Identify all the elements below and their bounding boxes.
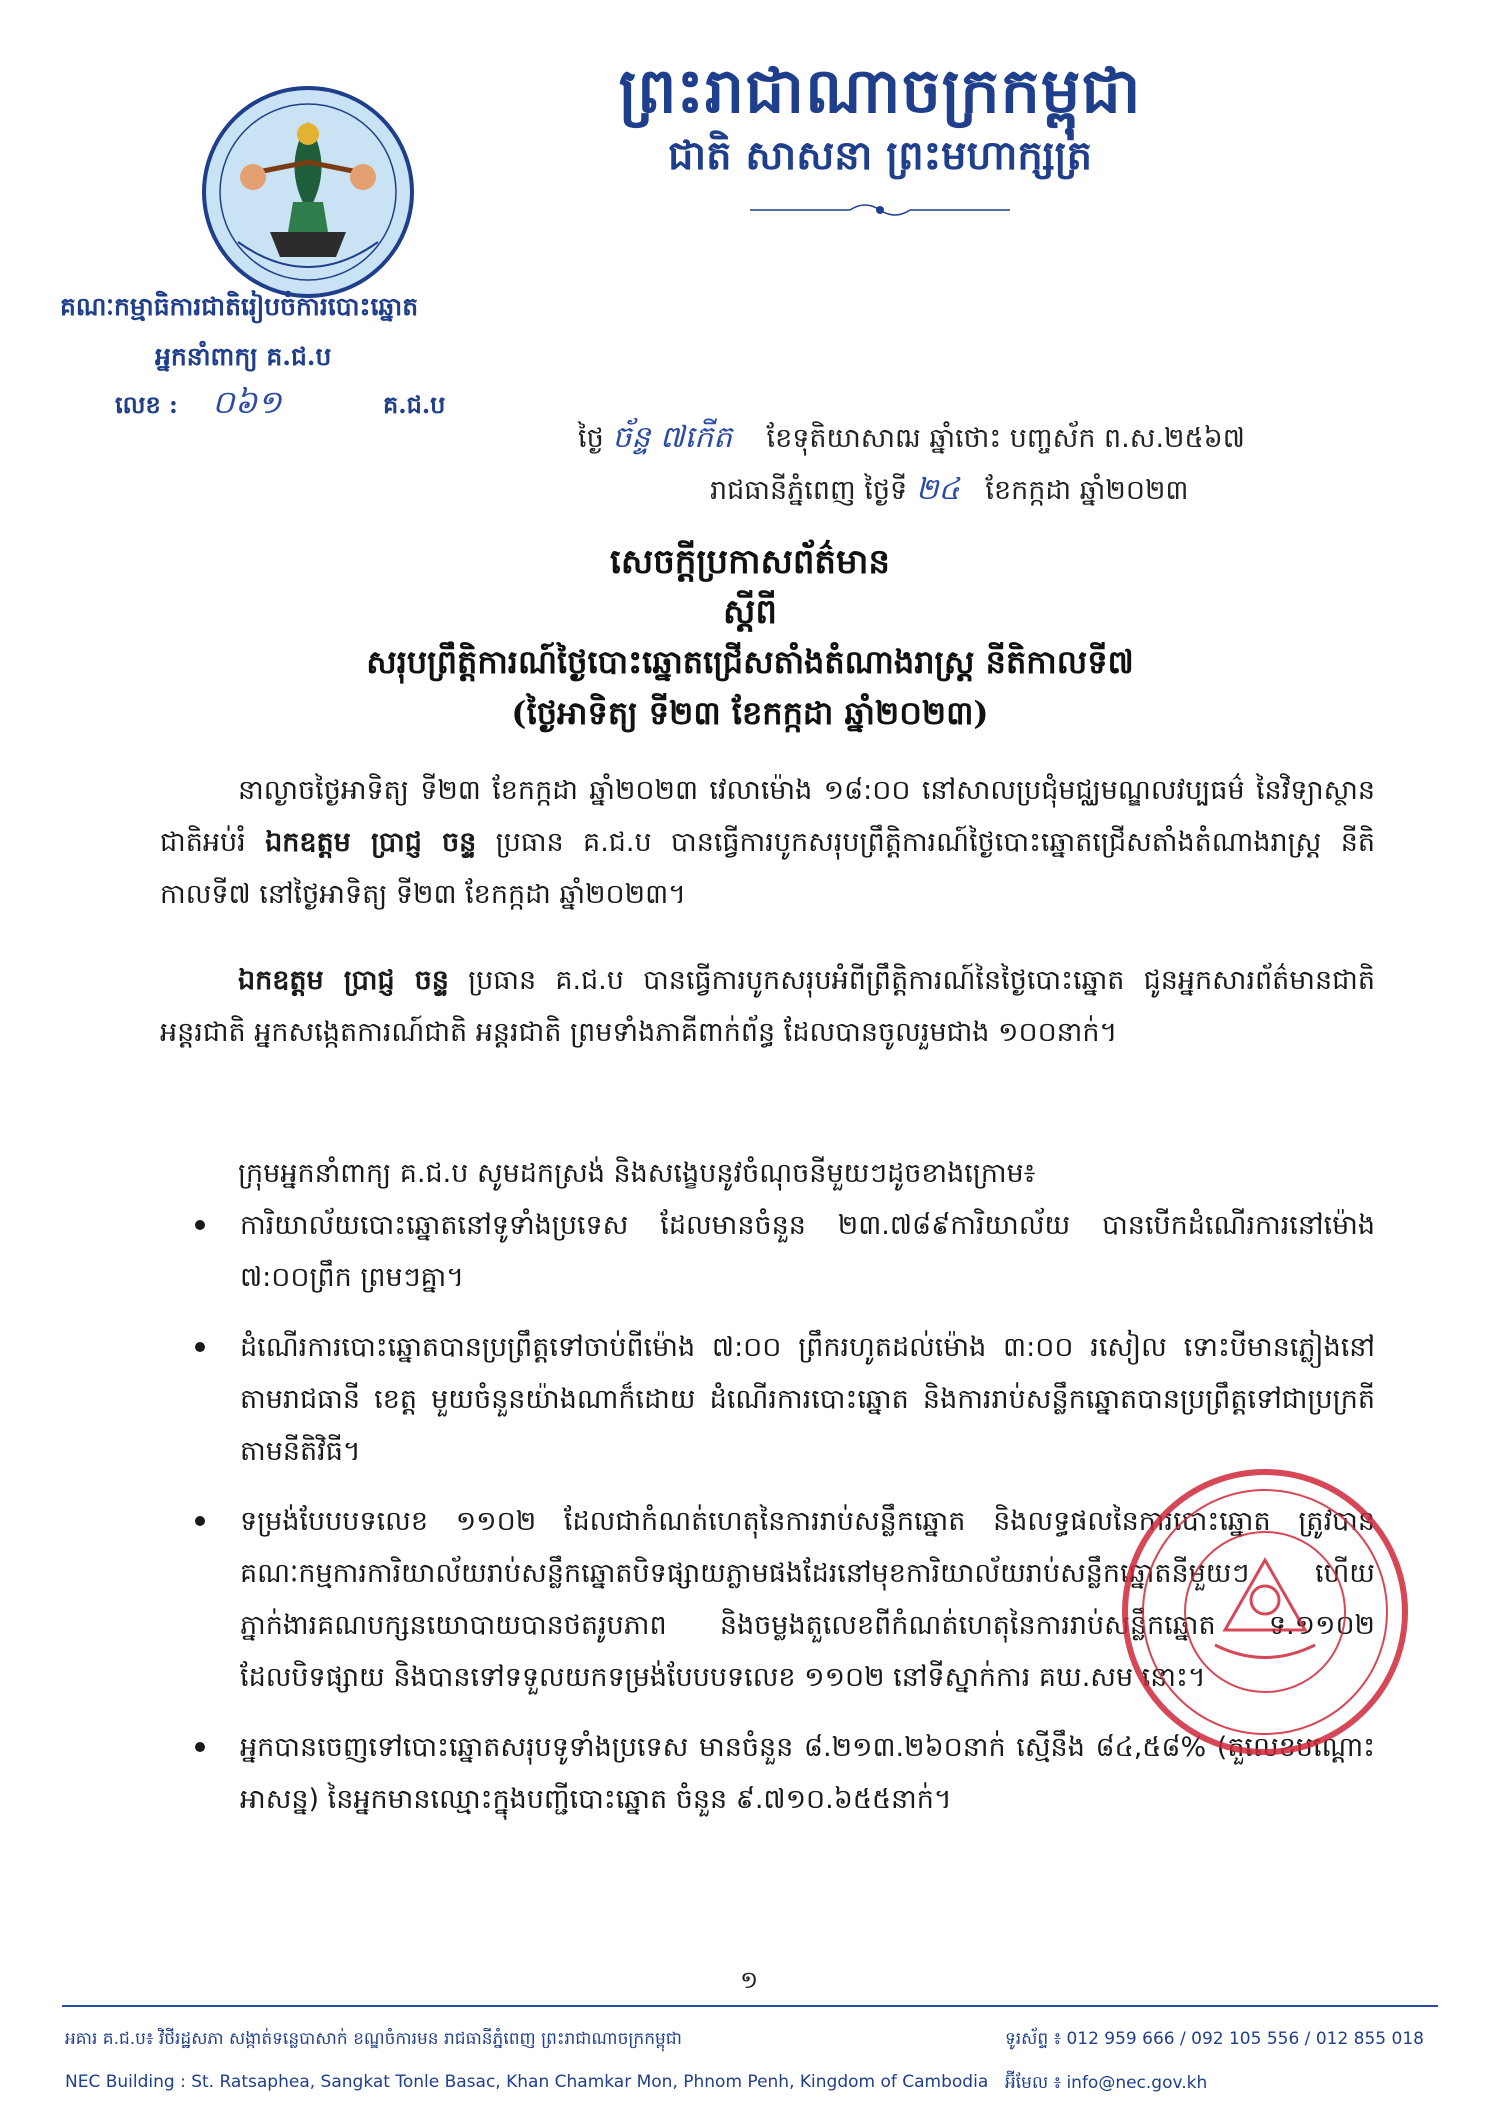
solar-date-handwritten: ២៤ bbox=[915, 472, 960, 507]
divider-ornament bbox=[750, 200, 1010, 220]
paragraph-2-text: ប្រធាន គ.ជ.ប បានធ្វើការបូកសរុបអំពីព្រឹត្តិការណ៍នៃថ្ងៃបោះឆ្នោត ជូនអ្នកសារព័ត៌មានជាតិ អន្តរជាតិ អ្នកសង្កេតការណ៍ជាតិ អន្តរជាតិ ព្រមទាំងភាគីពាក់ព័ន្ធ ដែលបានចូលរួមជាង ១០០នាក់។ bbox=[160, 965, 1375, 1048]
solar-date-prefix: រាជធានីភ្នំពេញ ថ្ងៃទី bbox=[710, 475, 908, 506]
reference-suffix: គ.ជ.ប bbox=[383, 390, 446, 419]
document-subject: សរុបព្រឹត្តិការណ៍ថ្ងៃបោះឆ្នោតជ្រើសតាំងតំណាងរាស្រ្ត នីតិកាលទី៧ bbox=[366, 643, 1134, 681]
lunar-date-prefix: ថ្ងៃ bbox=[578, 423, 604, 454]
paragraph-1-text: នាល្ងាចថ្ងៃអាទិត្យ ទី២៣ ខែកក្កដា ឆ្នាំ២០២៣ វេលាម៉ោង ១៨:០០ នៅសាលប្រជុំមជ្ឈមណ្ឌលវប្បធម៌ នៃវិទ្យាស្ថានជាតិអប់រំ bbox=[160, 775, 1375, 858]
kingdom-title: ព្រះរាជាណាចក្រកម្ពុជា bbox=[618, 54, 1142, 127]
footer-divider bbox=[62, 2005, 1438, 2007]
footer-address-en: NEC Building : St. Ratsaphea, Sangkat Tonle Basac, Khan Chamkar Mon, Phnom Penh, Kingdom of Cambodia bbox=[65, 2072, 989, 2092]
list-item-text: ដំណើរការបោះឆ្នោតបានប្រព្រឹត្តទៅចាប់ពីម៉ោង ៧:០០ ព្រឹករហូតដល់ម៉ោង ៣:០០ រសៀល ទោះបីមានភ្លៀងនៅតាមរាជធានី ខេត្ត មួយចំនួនយ៉ាងណាក៏ដោយ ដំណើរការបោះឆ្នោត និងការរាប់សន្លឹកឆ្នោតបានប្រព្រឹត្តទៅជាប្រក្រតីតាមនីតិវិធី។ bbox=[240, 1332, 1375, 1467]
footer-email: អ៊ីមែល ៖ info@nec.gov.kh bbox=[1005, 2073, 1208, 2093]
list-item bbox=[240, 1200, 1375, 1304]
list-item-text: អ្នកបានចេញទៅបោះឆ្នោតសរុបទូទាំងប្រទេស មានចំនួន ៨.២១៣.២៦០នាក់ ស្មើនឹង ៨៤,៥៨% (តួលេខបណ្តោះអាសន្ន) នៃអ្នកមានឈ្មោះក្នុងបញ្ជីបោះឆ្នោត ចំនួន ៩.៧១០.៦៥៥នាក់។ bbox=[240, 1732, 1375, 1815]
org-name: គណៈកម្មាធិការជាតិរៀបចំការបោះឆ្នោត bbox=[60, 292, 419, 321]
page-number: ១ bbox=[740, 1966, 759, 1994]
paragraph-1-text-cont: ប្រធាន គ.ជ.ប បានធ្វើការបូកសរុបព្រឹត្តិការណ៍ថ្ងៃបោះឆ្នោតជ្រើសតាំងតំណាងរាស្រ្ត នីតិកាលទី៧ នៅថ្ងៃអាទិត្យ ទី២៣ ខែកក្កដា ឆ្នាំ២០២៣។ bbox=[160, 827, 1375, 910]
solar-date-rest: ខែកក្កដា ឆ្នាំ២០២៣ bbox=[985, 475, 1189, 506]
paragraph-2-name: ឯកឧត្តម ប្រាជ្ញ ចន្ទ bbox=[238, 965, 449, 996]
paragraph-2 bbox=[160, 955, 1375, 1059]
bullet-icon bbox=[195, 1516, 205, 1526]
list-item bbox=[240, 1322, 1375, 1478]
bullet-icon bbox=[195, 1220, 205, 1230]
bullet-icon bbox=[195, 1342, 205, 1352]
paragraph-1-name: ឯកឧត្តម ប្រាជ្ញ ចន្ទ bbox=[265, 827, 477, 858]
official-seal bbox=[1115, 1460, 1415, 1765]
bullet-icon bbox=[195, 1742, 205, 1752]
document-type: សេចក្តីប្រកាសព័ត៌មាន bbox=[610, 542, 890, 582]
document-about: ស្តីពី bbox=[723, 592, 777, 632]
lunar-date-handwritten: ច័ន្ទ ៧កើត bbox=[612, 420, 733, 455]
document-subject-date: (ថ្ងៃអាទិត្យ ទី២៣ ខែកក្កដា ឆ្នាំ២០២៣) bbox=[511, 694, 989, 732]
footer-address-km: អគារ គ.ជ.ប៖ វិថីរដ្ឋសភា សង្កាត់ទន្លេបាសាក់ ខណ្ឌចំការមន រាជធានីភ្នំពេញ ព្រះរាជាណាចក្រកម្ពុជា bbox=[65, 2029, 682, 2049]
nec-logo bbox=[198, 82, 418, 302]
org-unit: អ្នកនាំពាក្យ គ.ជ.ប bbox=[155, 342, 332, 371]
kingdom-motto: ជាតិ សាសនា ព្រះមហាក្សត្រ bbox=[668, 132, 1092, 179]
list-item-text: ទម្រង់បែបបទលេខ ១១០២ ដែលជាកំណត់ហេតុនៃការរាប់សន្លឹកឆ្នោត និងលទ្ធផលនៃការបោះឆ្នោត ត្រូវបានគណៈកម្មការការិយាល័យរាប់សន្លឹកឆ្នោតបិទផ្សាយភ្លាមផងដែរនៅមុខការិយាល័យរាប់សន្លឹកឆ្នោតនីមួយៗ ហើយភ្នាក់ងារគណបក្សនយោបាយបានថតរូបភាព និងចម្លងតួលេខពីកំណត់ហេតុនៃការរាប់សន្លឹកឆ្នោត ទ.១១០២ ដែលបិទផ្សាយ និងបានទៅទទួលយកទម្រង់បែបបទលេខ ១១០២ នៅទីស្នាក់ការ គឃ.សម នោះ។ bbox=[240, 1506, 1375, 1693]
list-item-text: ការិយាល័យបោះឆ្នោតនៅទូទាំងប្រទេស ដែលមានចំនួន ២៣.៧៨៩ការិយាល័យ បានបើកដំណើរការនៅម៉ោង ៧:០០ព្រឹក ព្រមៗគ្នា។ bbox=[240, 1210, 1375, 1293]
paragraph-3: ក្រុមអ្នកនាំពាក្យ គ.ជ.ប សូមដកស្រង់ និងសង្ខេបនូវចំណុចនីមួយៗដូចខាងក្រោម៖ bbox=[238, 1158, 1036, 1189]
lunar-date-rest: ខែទុតិយាសាឍ ឆ្នាំថោះ បញ្ចស័ក ព.ស.២៥៦៧ bbox=[766, 423, 1245, 454]
solar-date bbox=[710, 470, 1410, 514]
footer-phone: ទូរស័ព្ទ ៖ 012 959 666 / 092 105 556 / 012 855 018 bbox=[1005, 2029, 1424, 2049]
reference-label: លេខ : bbox=[115, 390, 178, 419]
paragraph-1 bbox=[160, 765, 1375, 921]
lunar-date bbox=[578, 418, 1378, 462]
reference-number: ០៦១ bbox=[212, 383, 282, 421]
